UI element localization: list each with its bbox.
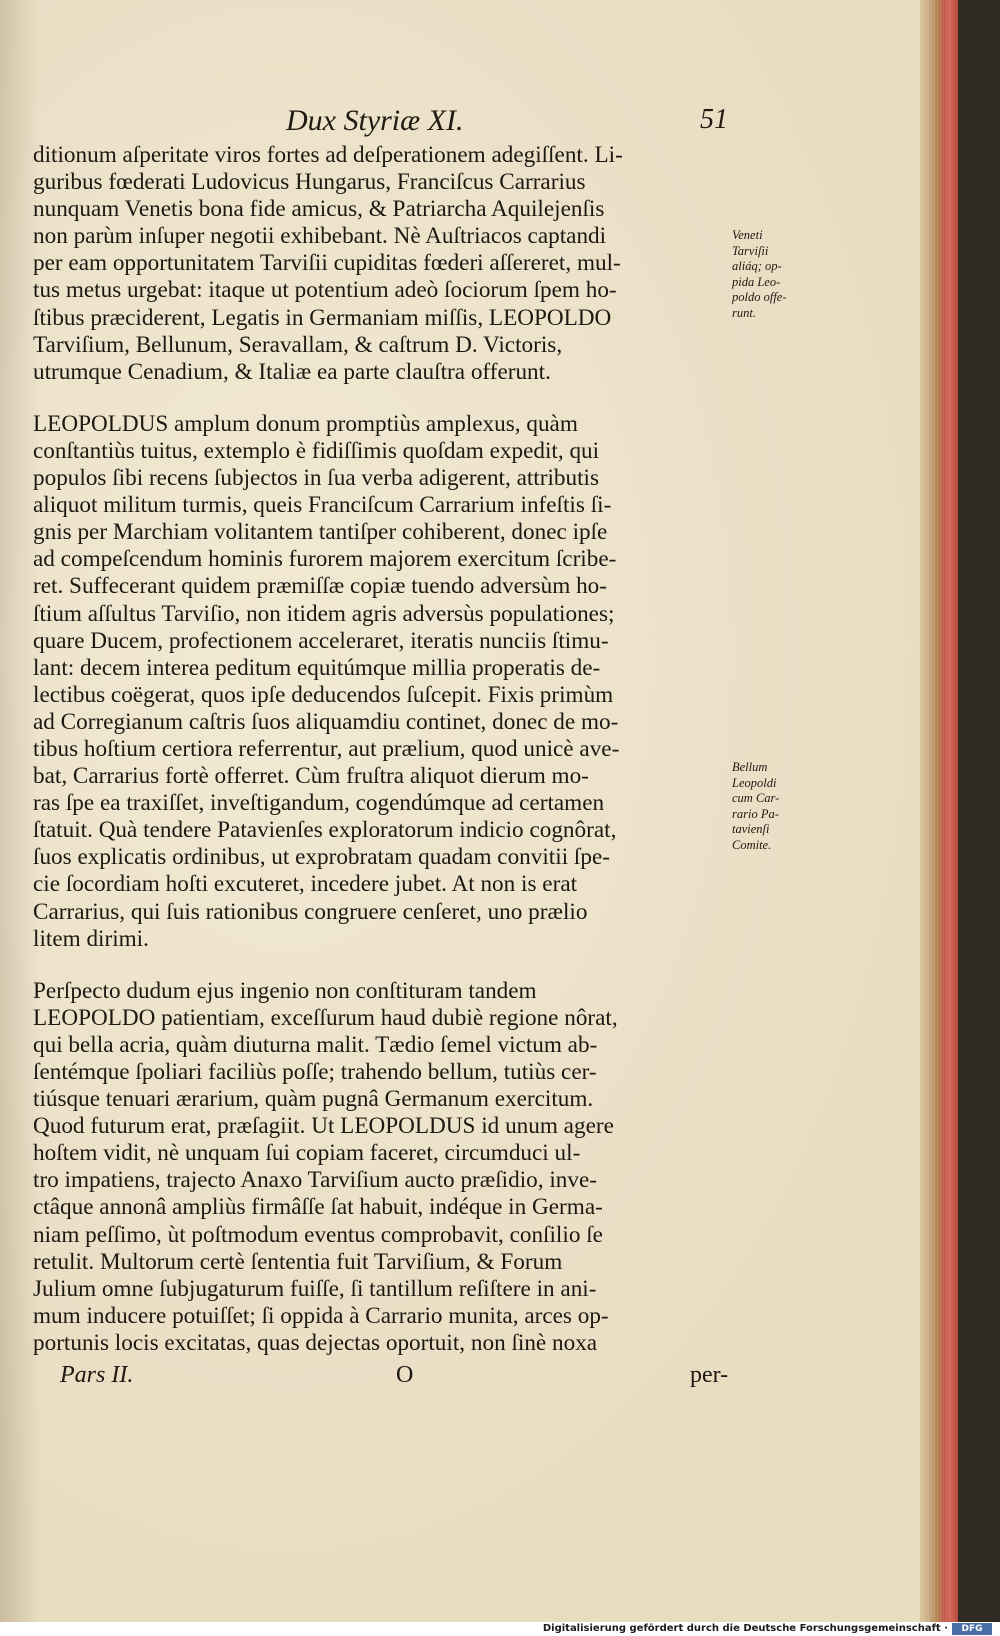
catchword: per- [690, 1362, 729, 1388]
paragraph-2: LEOPOLDUS amplum donum promptiùs amplexus, quàm conſtantiùs tuitus, extemplo è fidiſſimis quoſdam expedit, qui populos ſibi recens ſubjectos in ſua verba adigerent, attributis aliquot militum turmis, queis Franciſcum Carrarium infeſtis ſi- gnis per Marchiam volitantem tantiſper cohiberent, donec ipſe ad compeſcendum hominis furorem majorem exercitum ſcribe- ret. Suffecerant quidem præmiſſæ copiæ tuendo adversùm ho- ſtium aſſultus Tarviſio, non itidem agris adversùs populationes; quare Ducem, profectionem acceleraret, iteratis nunciis ſtimu- lant: decem interea peditum equitúmque millia properatis de- lectibus coëgerat, quos ipſe deducendos ſuſcepit. Fixis primùm ad Corregianum caſtris ſuos aliquamdiu continet, donec de mo- tibus hoſtium certiora referrentur, aut prælium, quod unicè ave- bat, Carrarius fortè offerret. Cùm fruſtra aliquot dierum mo- ras ſpe ea traxiſſet, inveſtigandum, cogendúmque ad certamen ſtatuit. Quà tendere Patavienſes exploratorum indicio cognôrat, ſuos explicatis ordinibus, ut exprobratam quadam convitii ſpe- cie ſocordiam hoſti excuteret, incedere jubet. At non is erat Carrarius, qui ſuis rationibus congruere cenſeret, uno prælio litem dirimi. [33, 410, 620, 952]
margin-note-bellum: Bellum Leopoldi cum Car- rario Pa- tavienſi Comite. [732, 760, 780, 852]
signature-mark: O [396, 1362, 414, 1388]
paragraph-1: ditionum aſperitate viros fortes ad deſperationem adegiſſent. Li- guribus fœderati Ludovicus Hungarus, Franciſcus Carrarius nunquam Venetis bona fide amicus, & Patriarcha Aquilejenſis non parùm inſuper negotii exhibebant. Nè Auſtriacos captandi per eam opportunitatem Tarviſii cupiditas fœderi aſſereret, mul- tus metus urgebat: itaque ut potentium adeò ſociorum ſpem ho- ſtibus præciderent, Legatis in Germaniam miſſis, LEOPOLDO Tarviſium, Bellunum, Seravallam, & caſtrum D. Victoris, utrumque Cenadium, & Italiæ ea parte clauſtra offerunt. [33, 142, 623, 385]
body-text [33, 142, 727, 1357]
footer-part-label: Pars II. [60, 1362, 134, 1388]
dfg-logo-icon: DFG [952, 1623, 992, 1635]
page-edge [920, 0, 958, 1622]
margin-note-veneti: Veneti Tarviſii aliáq; op- pida Leo- poldo offe- runt. [732, 228, 787, 320]
digitization-notice: Digitalisierung gefördert durch die Deutsche Forschungsgemeinschaft · [542, 1623, 948, 1634]
page-number: 51 [700, 104, 728, 135]
digitization-strip [0, 1622, 1000, 1636]
paragraph-3: Perſpecto dudum ejus ingenio non conſtituram tandem LEOPOLDO patientiam, exceſſurum haud dubiè regione nôrat, qui bella acria, quàm diuturna malit. Tædio ſemel victum ab- ſentémque ſpoliari faciliùs poſſe; trahendo bellum, tutiùs cer- tiúsque tenuari ærarium, quàm pugnâ Germanum exercitum. Quod futurum erat, præſagiit. Ut LEOPOLDUS id unum agere hoſtem vidit, nè unquam ſui copiam faceret, circumduci ul- tro impatiens, trajecto Anaxo Tarviſium aucto præſidio, inve- ctâque annonâ ampliùs firmâſſe ſat habuit, indéque in Germa- niam peſſimo, ùt poſtmodum eventus comprobavit, conſilio ſe retulit. Multorum certè ſententia fuit Tarviſium, & Forum Julium omne ſubjugaturum fuiſſe, ſi tantillum reſiſtere in ani- mum inducere potuiſſet; ſi oppida à Carrario munita, arces op- portunis locis excitatas, quas dejectas oportuit, non ſinè noxa [33, 977, 618, 1356]
running-title: Dux Styriæ XI. [286, 104, 464, 137]
